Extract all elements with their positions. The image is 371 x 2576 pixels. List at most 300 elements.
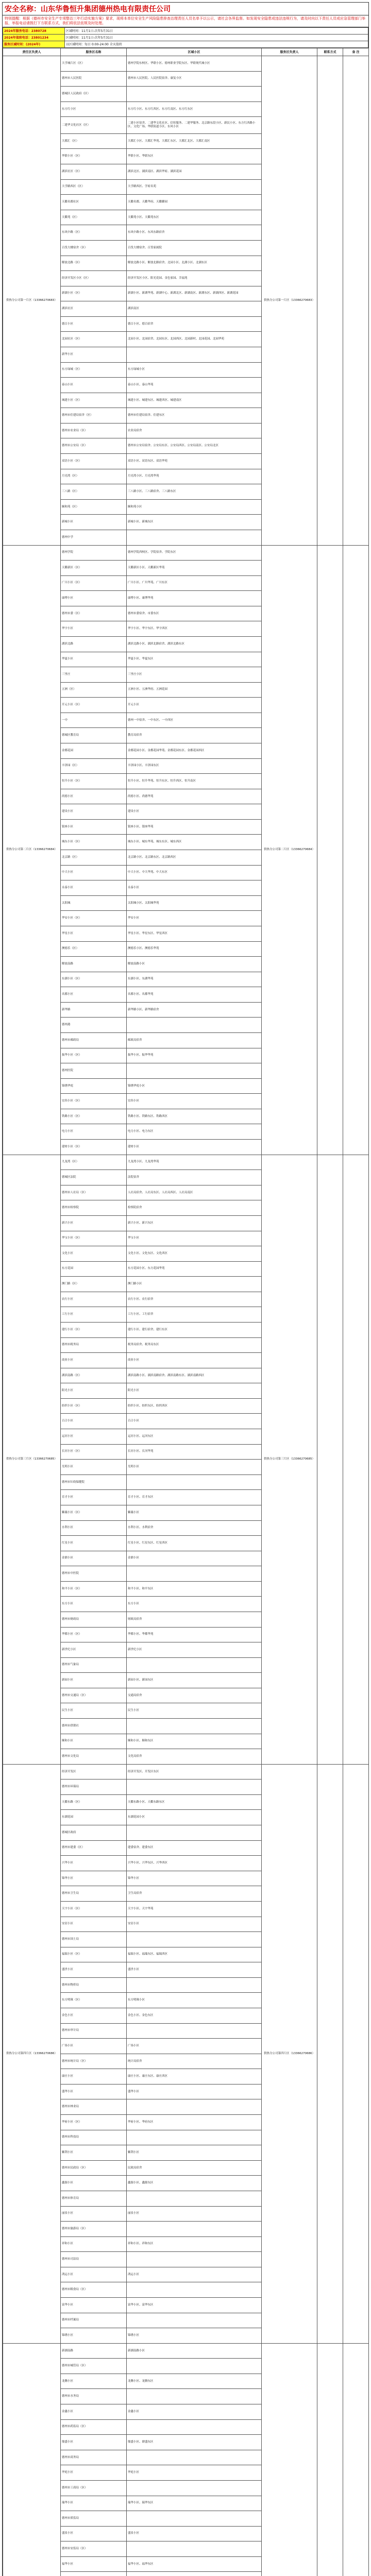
service-name-cell: 兴华小区 [61,1856,127,1871]
area-cell: 丽景小区 [127,2206,262,2222]
area-cell: 光明小区 [127,1460,262,1475]
header-area: 区域小区 [127,48,262,56]
area-cell: 湖滨南路小区、湖滨南路宿舍、湖滨南路东区、湖滨南路西区 [127,1368,262,1383]
area-cell: 东风中路小区、东风东路宿舍 [127,225,262,241]
area-cell: 纺织小区、纺织东区、纺织西区 [127,1398,262,1414]
area-cell: 新城小区、新城东区 [127,515,262,530]
area-cell: 邮政局宿舍 [127,1033,262,1048]
area-cell: 电力小区、电力东区 [127,1124,262,1140]
table-header-row [3,48,369,56]
service-name-cell: 丽景小区 [61,2206,127,2222]
service-name-cell: 德州医院 [61,1063,127,1079]
area-cell: 中大小区、中大华苑、中大东区 [127,865,262,880]
area-cell [127,2541,262,2557]
area-cell: 东湖花园小区 [127,1810,262,1825]
area-cell [127,2099,262,2115]
area-cell: 阳光小区 [127,1383,262,1399]
service-name-cell: 天衢苑（区） [61,210,127,225]
area-cell: 新华路小区、新华路宿舍 [127,1002,262,1018]
area-cell [127,2419,262,2435]
info-value: 区域时间：11月1日-次年5月31日 [65,28,368,35]
service-name-cell: 二建华文化社区（区） [61,117,127,134]
service-name-cell: 德州市审计局 [61,2023,127,2039]
service-name-cell: 城东小区（区） [61,835,127,850]
area-cell: 广川小区、广川华苑、广川东区 [127,575,262,591]
service-name-cell: 锦绣华庭 [61,1078,127,1094]
service-name-cell: 名都小区 [61,987,127,1003]
area-cell: 运河小区、运河东区 [127,1429,262,1445]
service-name-cell: 丰泽园（区） [61,758,127,774]
service-name-cell: 百合小区 [61,1414,127,1429]
service-name-cell: 运河小区 [61,1429,127,1445]
service-name-cell: 九龙湾（区） [61,1155,127,1170]
area-cell: 三里庄小区 [127,667,262,683]
service-name-cell: 红星小区 [61,1536,127,1551]
service-table [3,48,369,2576]
area-cell: 富华小区、富华东区 [127,2297,262,2313]
service-name-cell: 新华小区 [61,347,127,362]
header-dept: 责任区负责人 [3,48,61,56]
service-name-cell: 德州市农业局（区） [61,423,127,438]
area-cell: 新园小区、新园东区 [127,1673,262,1688]
area-cell [127,1475,262,1490]
area-cell: 兴华小区、兴华东区、兴华西区 [127,1856,262,1871]
service-name-cell: 东湖小区（区） [61,972,127,987]
service-name-cell: 月亮湾（区） [61,469,127,484]
service-name-cell: 大都汇（区） [61,133,127,149]
leader-cell: 供热分公司第一片区（13366270683） [262,56,317,546]
service-name-cell: 盛景小区 [61,2526,127,2541]
service-name-cell: 德城区法院 [61,1170,127,1185]
service-name-cell: 经济开发区 [61,1764,127,1780]
header-service: 服务区名称 [61,48,127,56]
service-name-cell: 湖滨社区（区） [61,164,127,180]
notice-text [3,15,368,27]
area-cell [127,87,262,102]
area-cell: 大学路西区、学府名苑 [127,179,262,195]
area-cell: 财政局宿舍 [127,1612,262,1627]
area-cell [127,2389,262,2404]
area-cell: 金色小区、金色东区 [127,2008,262,2024]
area-cell: 北京路小区、北京路东区、北京路西区 [127,850,262,866]
area-cell [127,2191,262,2206]
area-cell: 经济开发区小区、阳光花园、金色家园、幸福苑 [127,271,262,286]
service-name-cell: 金鼎小区 [61,1551,127,1566]
area-cell: 新世纪小区 [127,1642,262,1658]
service-name-cell: 新湖南路 [61,2343,127,2359]
service-name-cell: 五洲（区） [61,682,127,698]
area-cell: 水利小区、水利宿舍 [127,1520,262,1536]
area-cell: 天衢苑小区、天衢苑东区 [127,210,262,225]
notice-sheet [2,2,369,2576]
service-name-cell: 盛华小区 [61,2084,127,2099]
note-cell [343,1155,369,1764]
service-name-cell: 银座小区 [61,819,127,835]
service-name-cell: 太阳城 [61,895,127,911]
service-name-cell: 东方花园 [61,1261,127,1277]
area-cell: 祥和小区、祥和东区 [127,2236,262,2252]
note-cell [343,545,369,1155]
area-cell: 人社局宿舍、人社局东区、人社局西区、人社局南区 [127,1185,262,1200]
service-name-cell: 铁路小区（区） [61,1109,127,1124]
area-cell: 二建小区宿舍、二建华文化社区、信恒服务、二建华服务、北京路东段小区、新民小区、东方红西路小区、文化广场、华联街道小区、东风小区 [127,117,262,134]
service-name-cell: 紫薇小区（区） [61,1505,127,1520]
area-cell: 大都汇小区、大都汇华苑、大都汇东区、大都汇北区、大都汇南区 [127,133,262,149]
dept-cell: 供热分公司第二片区（13366270684） [3,545,61,1155]
area-cell: 铁路小区、铁路东区、铁路西区 [127,1109,262,1124]
area-cell: 工行小区、工行宿舍 [127,1307,262,1323]
table-row [3,1764,369,1780]
service-name-cell: 农行小区 [61,1292,127,1307]
area-cell: 交通局宿舍 [127,1688,262,1703]
service-name-cell: 德州市粮食局（区） [61,2282,127,2298]
service-name-cell: 电力小区 [61,1124,127,1140]
area-cell: 商业小区 [127,1353,262,1368]
service-name-cell: 三八路（区） [61,484,127,500]
service-name-cell: 华都小区（区） [61,1627,127,1642]
service-name-cell: 中大小区 [61,865,127,880]
service-name-cell: 华宝小区（区） [61,1231,127,1246]
service-name-cell: 天衢新区（区） [61,561,127,576]
service-name-cell: 育才小区 [61,1490,127,1505]
area-cell: 金鑫小区 [127,2404,262,2420]
contact-cell [317,1764,343,2343]
service-name-cell: 文化小区 [61,1246,127,1262]
area-cell: 尚德小区、尚德华苑 [127,789,262,804]
area-cell: 恒升小区、恒升华苑、恒升东区、恒升西区、恒升南区 [127,774,262,789]
area-cell: 名都小区、名都华苑 [127,987,262,1003]
area-cell: 德州市委宿舍、市委东区 [127,606,262,621]
area-cell: 福华小区、福华东区 [127,2556,262,2572]
area-cell: 解放北路小区、解放北路宿舍、北园小区、北湖小区、北湖东区 [127,256,262,271]
dept-cell: 供热分公司第三片区（13366270685） [3,1155,61,1764]
service-name-cell: 澳德乐（区） [61,941,127,957]
service-name-cell: 新湖小区（区） [61,286,127,301]
service-name-cell: 长河小区（区） [61,1444,127,1460]
area-cell: 城建小区、城建东区、城建西区、城建南区 [127,393,262,408]
area-cell: 教育局宿舍 [127,728,262,743]
service-name-cell: 德州市司法局 [61,2252,127,2267]
area-cell: 锦绣小区 [127,2328,262,2344]
service-name-cell: 解放北路（区） [61,256,127,271]
service-name-cell: 湖滨南路（区） [61,1368,127,1383]
service-name-cell: 城建小区（区） [61,393,127,408]
service-name-cell: 广场小区 [61,2039,127,2054]
service-name-cell: 广川小区（区） [61,575,127,591]
service-name-cell: 康博小区 [61,591,127,606]
area-cell: 湖滨北区、湖滨南区、湖滨华府、湖滨花园 [127,164,262,180]
service-name-cell: 东湖花园 [61,1810,127,1825]
area-cell: 鑫源小区、鑫源东区 [127,2176,262,2191]
header-note: 备 注 [343,48,369,56]
service-name-cell: 澳门路（区） [61,1277,127,1292]
area-cell: 卫生局宿舍 [127,1886,262,1902]
area-cell: 华联小区、华联东区 [127,149,262,164]
service-name-cell: 德州市质监局 [61,2511,127,2527]
area-cell [127,1018,262,1033]
service-name-cell: 金都花园 [61,743,127,759]
note-cell [343,2343,369,2576]
service-name-cell: 德州市气象局 [61,1657,127,1673]
area-cell: 东湖小区、东湖华苑 [127,972,262,987]
service-name-cell: 德州市水务局 [61,2389,127,2404]
area-cell [127,1780,262,1795]
service-name-cell: 建材小区（区） [61,1140,127,1155]
service-name-cell: 德州市中医院 [61,1566,127,1582]
service-name-cell: 德州市委（区） [61,606,127,621]
service-name-cell [61,2572,127,2576]
area-cell: 法院宿舍 [127,1170,262,1185]
area-cell [127,1932,262,1947]
area-cell: 长河小区、长河华苑 [127,1444,262,1460]
area-cell [127,1977,262,1993]
service-name-cell: 天衢东路（区） [61,1794,127,1810]
area-cell: 德州市公安局宿舍、公安局东区、公安局西区、公安局南区、公安局北区 [127,438,262,454]
area-cell: 东方小区 [127,1597,262,1612]
area-cell: 澳德乐小区、澳德乐华苑 [127,941,262,957]
service-name-cell: 德州市城管局（区） [61,2359,127,2374]
service-name-cell: 民生小区 [61,1703,127,1719]
area-cell: 北园小区、北园宿舍、北园东区、北园西区、北园新村、北园花园、北园华苑 [127,332,262,347]
area-cell [127,2313,262,2328]
area-cell: 建委宿舍、建委东区 [127,1840,262,1856]
contact-cell [317,2343,343,2576]
service-name-cell: 宏伟小区（区） [61,1094,127,1109]
contact-cell [317,56,343,546]
service-name-cell: 德城区教育局 [61,728,127,743]
service-name-cell: 东方小区 [61,1597,127,1612]
service-name-cell: 北京路（区） [61,850,127,866]
area-cell: 天衢新区小区、天衢新区华苑 [127,561,262,576]
area-cell: 宏伟小区 [127,1094,262,1109]
service-name-cell: 华宇小区 [61,621,127,637]
area-cell [127,1719,262,1734]
service-name-cell: 德州市科技局 [61,2130,127,2145]
service-name-cell: 锦华小区 [61,1871,127,1886]
service-name-cell: 德州市检察院 [61,1200,127,1216]
service-name-cell: 建设小区 [61,804,127,820]
area-cell: 开元小区 [127,698,262,713]
service-name-cell: 德州市供销社 [61,1719,127,1734]
service-name-cell: 经济开发区小区（区） [61,271,127,286]
service-name-cell: 东风中路（区） [61,225,127,241]
area-cell: 华宝小区 [127,1231,262,1246]
service-name-cell: 华星小区 [61,926,127,941]
service-name-cell: 德州市旅游局（区） [61,2222,127,2237]
area-cell: 东方明珠小区 [127,1993,262,2008]
note-cell [343,56,369,546]
service-name-cell: 德百小区 [61,316,127,332]
area-cell [127,2450,262,2465]
service-name-cell: 华夏小区 [61,652,127,667]
area-cell: 华宇小区、华宇东区、华宇西区 [127,621,262,637]
area-cell [127,2511,262,2527]
area-cell: 金鼎小区 [127,1551,262,1566]
service-name-cell: 新城小区 [61,515,127,530]
service-name-cell: 德州市统计局（区） [61,2054,127,2069]
service-name-cell: 德州市安监局（区） [61,2541,127,2557]
service-name-cell: 德州市邮政局 [61,1033,127,1048]
area-cell: 九龙湾小区、九龙湾华苑 [127,1155,262,1170]
company-title: 安全名称：山东华鲁恒升集团德州热电有限责任公司 [3,3,368,15]
header-leader: 服务区负责人 [262,48,317,56]
area-cell: 新湖南路小区 [127,2343,262,2359]
area-cell: 文化小区、文化东区、文化西区 [127,1246,262,1262]
service-name-cell: 德州市妇幼保健院 [61,1475,127,1490]
service-name-cell: 新世纪小区 [61,1642,127,1658]
service-name-cell: 德州市民政局（区） [61,2160,127,2176]
service-name-cell: 金鑫小区 [61,2404,127,2420]
area-cell: 龙腾小区、龙腾东区 [127,2374,262,2389]
area-cell [127,1566,262,1582]
service-name-cell: 湖滨社区 [61,301,127,317]
service-name-cell: 天衢名都社区 [61,195,127,210]
table-row [3,1155,369,1170]
service-name-cell: 湖滨北路 [61,636,127,652]
area-cell [127,2222,262,2237]
area-cell: 德州学院西校区、学院宿舍、学院东区 [127,545,262,561]
service-name-cell: 北园社区（区） [61,332,127,347]
service-name-cell: 顺和小区 [61,1734,127,1749]
area-cell: 德州学院东校区、华联小区、德州职业学院东区、华联现代城小区 [127,56,262,72]
service-name-cell: 德州市体育局 [61,2191,127,2206]
area-cell [127,2359,262,2374]
service-name-cell: 双语小区（区） [61,454,127,469]
service-name-cell: 华安小区（区） [61,911,127,926]
service-name-cell: 福华小区 [61,2556,127,2572]
area-cell: 德州市人民医院、人民医院宿舍、康复小区 [127,71,262,87]
area-cell: 德百小区、德百宿舍 [127,316,262,332]
table-row [3,2343,369,2359]
area-cell: 双语小区、双语东区、双语华苑 [127,454,262,469]
area-cell: 城东小区、城东华苑、城东东区、城东西区 [127,835,262,850]
service-name-cell: 百货大楼宿舍（区） [61,240,127,256]
service-name-cell: 德州港 [61,1018,127,1033]
service-name-cell: 德州市环保局 [61,1780,127,1795]
service-name-cell: 尚德小区 [61,789,127,804]
area-cell [127,1657,262,1673]
service-name-cell: 德州市公安局（区） [61,438,127,454]
service-name-cell: 一中 [61,713,127,728]
area-cell: 月亮湾小区、月亮湾华苑 [127,469,262,484]
area-cell: 新兴小区、新兴东区 [127,1215,262,1231]
service-name-cell: 新兴小区 [61,1215,127,1231]
notice-paragraph: 特别提醒：根据《德州市安全生产专项整治三年行动实施方案》要求，现将本单位安全生产风险隐患排查治理责任人员名单予以公示，请社会各界监督。如发现安全隐患或违法违规行为，请及时向以下责任人员或应急管理部门举报，举报电话请拨打下方联系方式，我们将依法依规及时处理。 [5,16,365,25]
dept-cell: 供热分公司第一片区（13366270683） [3,56,61,546]
area-cell [127,2282,262,2298]
service-name-cell: 德州市档案局 [61,2313,127,2328]
area-cell [127,1825,262,1841]
service-name-cell: 德州市人民医院 [61,71,127,87]
area-cell [127,2130,262,2145]
leader-cell: 供热分公司第四片区（13366270686） [262,1764,317,2343]
service-name-cell: 盛世小区 [61,1962,127,1978]
area-cell: 盛景小区 [127,2526,262,2541]
area-cell: 颐和苑小区 [127,499,262,515]
service-name-cell: 颐和苑（区） [61,499,127,515]
area-cell: 税务局宿舍、税务局东区 [127,1337,262,1353]
service-name-cell: 锦绣小区 [61,2328,127,2344]
area-cell [127,347,262,362]
service-name-cell: 德州市工商局（区） [61,2480,127,2496]
area-cell: 紫薇小区 [127,1505,262,1520]
area-cell: 农行小区、农行宿舍 [127,1292,262,1307]
service-name-cell: 祥和小区 [61,2236,127,2252]
area-cell: 瑞华小区、瑞华东区 [127,2496,262,2511]
service-name-cell: 金色小区 [61,2008,127,2024]
area-cell: 金都花园小区、金都花园华苑、金都花园东区、金都花园西区 [127,743,262,759]
dept-cell: 供热分公司第四片区（13366270686） [3,1764,61,2343]
area-cell: 天宇小区、天宇华苑 [127,1901,262,1917]
area-cell: 锦华小区 [127,1871,262,1886]
service-name-cell: 德州市建委（区） [61,1840,127,1856]
service-name-cell: 鸿运小区 [61,2267,127,2282]
area-cell: 华府小区、华府东区 [127,2115,262,2130]
service-name-cell: 永泰小区 [61,880,127,896]
service-name-cell: 德州市财政局 [61,1612,127,1627]
service-name-cell: 新华路 [61,1002,127,1018]
area-cell: 东方红小区、东方红西区、东方红南区、东方红东区 [127,101,262,117]
service-name-cell: 富华小区 [61,2297,127,2313]
area-cell: 振华小区、振华华苑 [127,1048,262,1063]
area-cell: 丰泽园小区、丰泽园东区 [127,758,262,774]
service-name-cell: 解放南路 [61,957,127,972]
service-name-cell: 德州市卫生局 [61,1886,127,1902]
service-name-cell: 德城区政府 [61,1825,127,1841]
area-cell [127,2480,262,2496]
service-name-cell: 东方绿城（区） [61,362,127,378]
service-name-cell: 德州学院 [61,545,127,561]
area-cell: 育才小区、育才东区 [127,1490,262,1505]
service-name-cell: 大学路西区（区） [61,179,127,195]
info-row [3,35,368,41]
service-name-cell: 鼎盛小区 [61,2435,127,2450]
service-name-cell: 商业小区 [61,1353,127,1368]
area-cell: 文化局宿舍 [127,1749,262,1765]
area-cell: 安居小区 [127,1917,262,1932]
area-cell: 康庄小区、康庄东区、康庄西区 [127,2069,262,2084]
service-name-cell: 康庄小区 [61,2069,127,2084]
area-cell: 检察院宿舍 [127,1200,262,1216]
service-name-cell: 德州中学 [61,530,127,545]
info-label: 服务区域时间：(2024年) [3,41,65,48]
area-cell: 锦绣华庭小区 [127,1078,262,1094]
area-cell: 和平小区、和平东区 [127,1581,262,1597]
area-cell: 农业局宿舍 [127,423,262,438]
area-cell: 银座小区、银座华苑 [127,819,262,835]
service-name-cell: 德州市住建局宿舍（区） [61,408,127,423]
area-cell: 广场小区 [127,2039,262,2054]
service-name-cell: 德城区人民政府（区） [61,87,127,102]
area-cell: 永泰小区 [127,880,262,896]
service-name-cell: 德州市物价局 [61,1977,127,1993]
info-value: 区域时间：11月1日-次年5月31日 [65,35,368,41]
service-name-cell: 紫荆小区 [61,2145,127,2161]
contact-cell [317,1155,343,1764]
info-value: 以区域时间：每日 0:00-24:00 全天值班 [65,41,368,48]
area-cell: 澳门路小区 [127,1277,262,1292]
area-cell: 经济开发区、开发区东区 [127,1764,262,1780]
area-cell: 福瑞小区、福瑞东区、福瑞西区 [127,1947,262,1962]
info-label: 2024年服务电话：2380728 [3,28,65,35]
leader-cell [262,2343,317,2576]
service-name-cell: 鑫源小区 [61,2176,127,2191]
area-cell: 三八路小区、三八路宿舍、三八路东区 [127,484,262,500]
service-name-cell: 纺织小区（区） [61,1398,127,1414]
service-name-cell: 德州市国土局 [61,1932,127,1947]
area-cell: 湖滨北路小区、湖滨北路宿舍、湖滨北路东区 [127,636,262,652]
area-cell: 东方花园小区、东方花园华苑 [127,1261,262,1277]
